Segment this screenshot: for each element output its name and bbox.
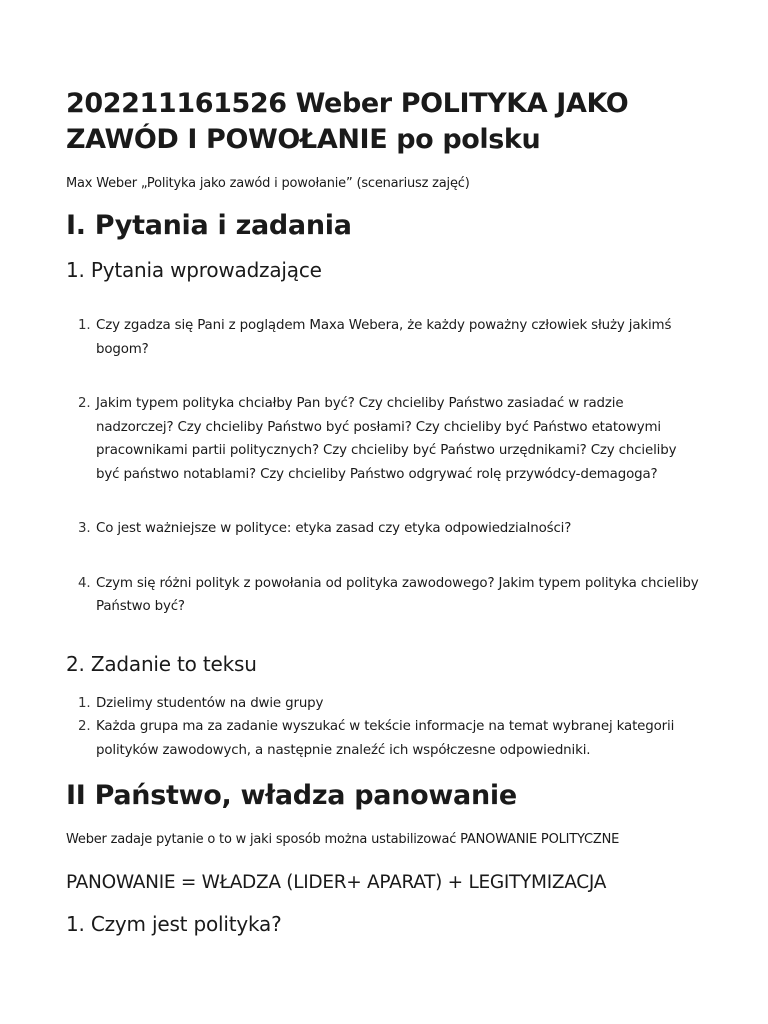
list-item-number: 3. — [78, 521, 91, 536]
section-heading-questions-tasks: I. Pytania i zadania — [66, 210, 352, 241]
list-item-text: Co jest ważniejsze w polityce: etyka zasad czy etyka odpowiedzialności? — [96, 521, 572, 536]
list-item — [66, 572, 700, 619]
subheading-what-is-politics: 1. Czym jest polityka? — [66, 912, 282, 936]
introductory-questions-list — [66, 314, 700, 619]
subheading-text-task: 2. Zadanie to teksu — [66, 651, 257, 676]
list-item-text: Czy zgadza się Pani z poglądem Maxa Webera, że każdy poważny człowiek służy jakimś bogom? — [96, 318, 672, 357]
document-subtitle: Max Weber „Polityka jako zawód i powołanie” (scenariusz zajęć) — [66, 176, 470, 191]
list-item-number: 2. — [78, 396, 91, 411]
list-item-text: Czym się różni polityk z powołania od polityka zawodowego? Jakim typem polityka chcieliby Państwo być? — [96, 575, 699, 614]
subheading-introductory-questions: 1. Pytania wprowadzające — [66, 258, 322, 282]
text-task-list — [66, 692, 700, 763]
section-heading-state-power: II Państwo, władza panowanie — [66, 780, 517, 811]
list-item-text: Każda grupa ma za zadanie wyszukać w tekście informacje na temat wybranej kategorii polityków zawodowych, a następnie znaleźć ich współczesne odpowiedniki. — [96, 719, 675, 758]
list-item-text: Jakim typem polityka chciałby Pan być? Czy chcieliby Państwo zasiadać w radzie nadzorczej? Czy chcieliby Państwo być posłami? Czy chcieliby być Państwo etatowymi pracownikami partii politycznych? Czy chcieliby być Państwo urzędnikami? Czy chcieliby być państwo notablami? Czy chcieliby Państwo odgrywać rolę przywódcy-demagoga? — [96, 396, 677, 482]
list-item-text: Dzielimy studentów na dwie grupy — [96, 695, 324, 711]
list-item-number: 1. — [78, 318, 91, 333]
list-item-number: 4. — [78, 575, 91, 591]
list-item — [66, 692, 700, 716]
list-item — [66, 314, 700, 361]
list-item-number: 1. — [78, 695, 91, 711]
list-item — [66, 517, 700, 541]
domination-formula: PANOWANIE = WŁADZA (LIDER+ APARAT) + LEGITYMIZACJA — [66, 872, 607, 893]
document-title: 202211161526 Weber POLITYKA JAKO ZAWÓD I POWOŁANIE po polsku — [66, 88, 629, 155]
paragraph-weber-question: Weber zadaje pytanie o to w jaki sposób można ustabilizować PANOWANIE POLITYCZNE — [66, 832, 620, 847]
list-item — [66, 715, 700, 762]
list-item — [66, 392, 700, 486]
list-item-number: 2. — [78, 719, 91, 734]
